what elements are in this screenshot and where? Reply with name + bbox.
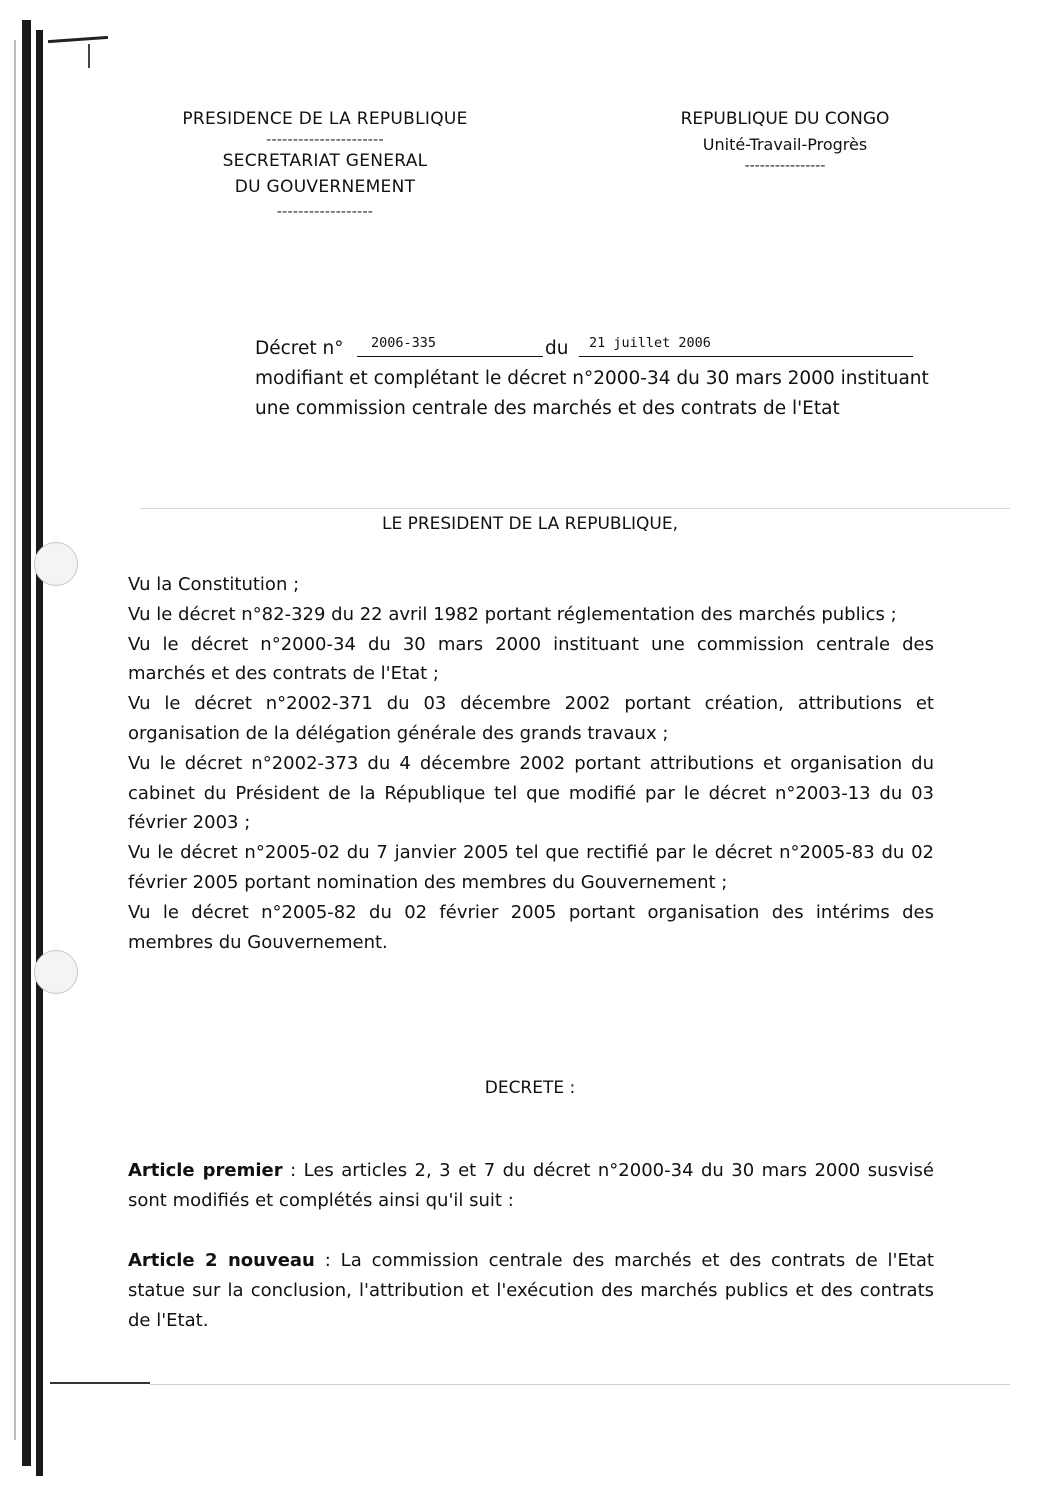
consideration-item: Vu le décret n°2000-34 du 30 mars 2000 instituant une commission centrale des marchés et des contrats de l'Etat ;	[128, 633, 934, 685]
punch-hole-bottom	[34, 950, 78, 994]
punch-hole-top	[34, 542, 78, 586]
article-text: : La commission centrale des marchés et des contrats de l'Etat statue sur la conclusion, l'attribution et l'exécution des marchés publics et des contrats de l'Etat.	[128, 1250, 934, 1331]
article-text: : Les articles 2, 3 et 7 du décret n°2000-34 du 30 mars 2000 susvisé sont modifiés et complétés ainsi qu'il suit :	[128, 1160, 934, 1211]
article-label: Article premier	[128, 1160, 283, 1181]
government-title: DU GOUVERNEMENT	[234, 177, 416, 197]
decree-date-value: 21 juillet 2006	[589, 335, 711, 351]
article-premier	[128, 1156, 934, 1216]
president-heading: LE PRESIDENT DE LA REPUBLIQUE,	[381, 514, 679, 534]
country-title: REPUBLIQUE DU CONGO	[680, 109, 890, 129]
consideration-item: Vu le décret n°82-329 du 22 avril 1982 portant réglementation des marchés publics ;	[128, 603, 897, 625]
secretariat-title: SECRETARIAT GENERAL	[222, 151, 428, 171]
article-label: Article 2 nouveau	[128, 1250, 315, 1271]
header-left-block	[130, 106, 520, 220]
header-right-block	[618, 106, 952, 174]
considerations-list	[128, 570, 934, 957]
pen-tick-mark	[88, 44, 90, 68]
binding-edge-shadow	[14, 40, 16, 1440]
staple-mark	[48, 36, 108, 43]
article-2-nouveau	[128, 1246, 934, 1335]
consideration-item: Vu le décret n°2002-371 du 03 décembre 2002 portant création, attributions et organisation de la délégation générale des grands travaux ;	[128, 693, 934, 744]
decree-date-label: du	[545, 338, 569, 359]
decrete-heading: DECRETE :	[484, 1078, 576, 1098]
presidency-title: PRESIDENCE DE LA REPUBLIQUE	[182, 109, 468, 129]
decree-number-label: Décret n°	[255, 338, 344, 359]
decree-heading	[255, 328, 935, 424]
consideration-item: Vu la Constitution ;	[128, 574, 300, 595]
separator-dashes: ----------------------	[266, 132, 384, 148]
bottom-rule	[50, 1382, 150, 1384]
separator-dashes: ----------------	[744, 158, 826, 174]
consideration-item: Vu le décret n°2005-02 du 7 janvier 2005 tel que rectifié par le décret n°2005-83 du 02 février 2005 portant nomination des membres du Gouvernement ;	[128, 842, 934, 893]
scan-fold-line	[140, 508, 1010, 509]
separator-dashes: ------------------	[276, 204, 374, 220]
consideration-item: Vu le décret n°2002-373 du 4 décembre 2002 portant attributions et organisation du cabinet du Président de la République tel que modifié par le décret n°2003-13 du 03 février 2003 ;	[128, 752, 934, 834]
binding-bar	[22, 20, 31, 1466]
decree-number-line	[255, 328, 935, 364]
national-motto: Unité-Travail-Progrès	[702, 135, 868, 154]
consideration-item: Vu le décret n°2005-82 du 02 février 2005 portant organisation des intérims des membres du Gouvernement.	[128, 901, 934, 953]
decree-number-value: 2006-335	[371, 335, 437, 351]
binding-bar-inner	[36, 30, 43, 1476]
bottom-rule-faint	[150, 1384, 1010, 1385]
decree-title: modifiant et complétant le décret n°2000-34 du 30 mars 2000 instituant une commission centrale des marchés et des contrats de l'Etat	[255, 368, 929, 419]
